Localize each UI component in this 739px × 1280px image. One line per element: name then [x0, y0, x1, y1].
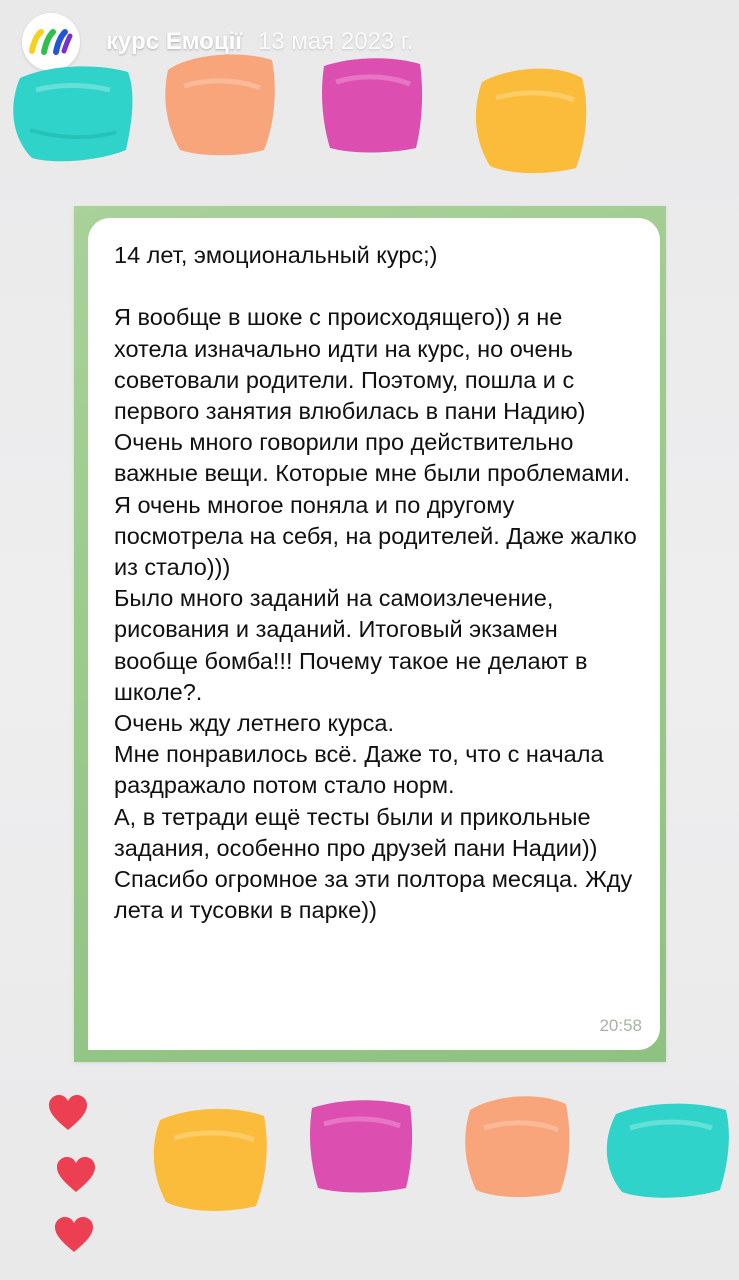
magenta-paint-blob-icon	[318, 52, 426, 156]
yellow-paint-blob-icon	[468, 60, 592, 178]
peach-paint-blob-icon	[160, 46, 280, 160]
post-date: 13 мая 2023 г.	[258, 28, 414, 55]
yellow-paint-blob-bottom-icon	[148, 1102, 272, 1214]
heart-icon[interactable]	[54, 1216, 94, 1254]
teal-paint-blob-icon	[6, 60, 138, 166]
message-bubble	[88, 218, 660, 1050]
channel-name[interactable]: курс Емоції	[106, 28, 242, 55]
heart-icon[interactable]	[48, 1094, 88, 1132]
chat-screenshot	[74, 206, 666, 1062]
message-time: 20:58	[599, 1016, 642, 1035]
heart-icon[interactable]	[56, 1156, 96, 1194]
message-text: 14 лет, эмоциональный курс;) Я вообще в шоке с происходящего)) я не хотела изначально идти на курс, но очень советовали родители. Поэтому, пошла и с первого занятия влюбилась в пани Надию) Очень много говорили про действительно важные вещи. Которые мне были проблемами. Я очень многое поняла и по другому посмотрела на себя, на родителей. Даже жалко из стало))) Было много заданий на самоизлечение, рисования и заданий. Итоговый экзамен вообще бомба!!! Почему такое не делают в школе?. Очень жду летнего курса. Мне понравилось всё. Даже то, что с начала раздражало потом стало норм. А, в тетради ещё тесты были и прикольные задания, особенно про друзей пани Надии)) Спасибо огромное за эти полтора месяца. Жду лета и тусовки в парке))	[114, 242, 637, 924]
paint-strokes-logo-icon	[28, 27, 74, 57]
teal-paint-blob-bottom-icon	[600, 1098, 734, 1202]
bubble-tail	[88, 1030, 108, 1050]
magenta-paint-blob-bottom-icon	[306, 1096, 416, 1196]
peach-paint-blob-bottom-icon	[460, 1090, 574, 1202]
